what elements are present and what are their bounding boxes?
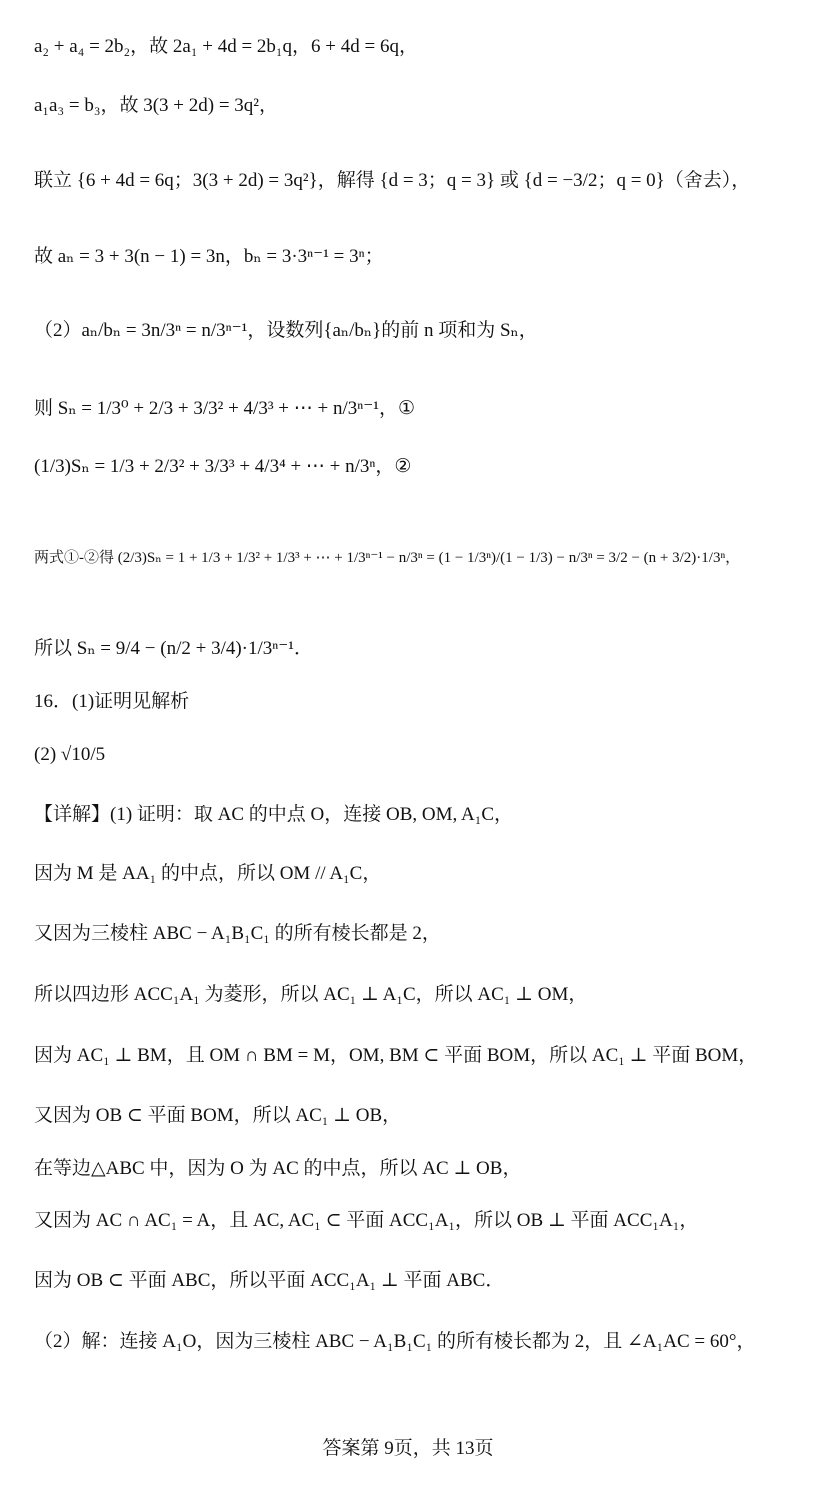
equation-line: 故 aₙ = 3 + 3(n − 1) = 3n，bₙ = 3·3ⁿ⁻¹ = 3ⁿ； — [34, 246, 384, 267]
text-line: （2）解：连接 A₁O，因为三棱柱 ABC − A₁B₁C₁ 的所有棱长都为 2，且 ∠A₁AC = 60°， — [34, 1331, 756, 1352]
question-heading: 16．(1)证明见解析 — [34, 691, 190, 712]
text-line: 所以四边形 ACC₁A₁ 为菱形，所以 AC₁ ⊥ A₁C，所以 AC₁ ⊥ OM， — [34, 984, 588, 1005]
text-line: 【详解】(1) 证明：取 AC 的中点 O，连接 OB, OM, A₁C， — [34, 804, 513, 825]
equation-line: 联立 {6 + 4d = 6q；3(3 + 2d) = 3q²}，解得 {d = 3；q = 3} 或 {d = −3/2；q = 0}（舍去）， — [34, 170, 751, 191]
equation-line: 所以 Sₙ = 9/4 − (n/2 + 3/4)·1/3ⁿ⁻¹． — [34, 638, 313, 659]
equation-line: 两式①-②得 (2/3)Sₙ = 1 + 1/3 + 1/3² + 1/3³ + ⋯ + 1/3ⁿ⁻¹ − n/3ⁿ = (1 − 1/3ⁿ)/(1 − 1/3) − n/3ⁿ = 3/2 − (n + 3/2)·1/3ⁿ， — [34, 550, 741, 566]
equation-line: a₁a₃ = b₃，故 3(3 + 2d) = 3q²， — [34, 95, 278, 116]
text-line: 又因为 AC ∩ AC₁ = A，且 AC, AC₁ ⊂ 平面 ACC₁A₁，所以 OB ⊥ 平面 ACC₁A₁， — [34, 1210, 699, 1231]
equation-line: （2）aₙ/bₙ = 3n/3ⁿ = n/3ⁿ⁻¹，设数列{aₙ/bₙ}的前 n 项和为 Sₙ， — [34, 320, 538, 341]
equation-line: 则 Sₙ = 1/3⁰ + 2/3 + 3/3² + 4/3³ + ⋯ + n/3ⁿ⁻¹，① — [34, 398, 415, 419]
text-line: 因为 AC₁ ⊥ BM，且 OM ∩ BM = M，OM, BM ⊂ 平面 BOM，所以 AC₁ ⊥ 平面 BOM， — [34, 1045, 758, 1066]
text-line: 又因为三棱柱 ABC − A₁B₁C₁ 的所有棱长都是 2， — [34, 923, 441, 944]
equation-line: (1/3)Sₙ = 1/3 + 2/3² + 3/3³ + 4/3⁴ + ⋯ + n/3ⁿ，② — [34, 456, 412, 477]
text-line: 因为 OB ⊂ 平面 ABC，所以平面 ACC₁A₁ ⊥ 平面 ABC． — [34, 1270, 505, 1291]
text-line: 在等边△ABC 中，因为 O 为 AC 的中点，所以 AC ⊥ OB， — [34, 1158, 522, 1179]
page-footer: 答案第 9页，共 13页 — [322, 1438, 494, 1459]
text-line: 因为 M 是 AA₁ 的中点，所以 OM // A₁C， — [34, 863, 382, 884]
text-line: 又因为 OB ⊂ 平面 BOM，所以 AC₁ ⊥ OB， — [34, 1105, 402, 1126]
answer-line: (2) √10/5 — [34, 744, 106, 765]
equation-line: a₂ + a₄ = 2b₂，故 2a₁ + 4d = 2b₁q，6 + 4d = 6q， — [34, 36, 418, 57]
